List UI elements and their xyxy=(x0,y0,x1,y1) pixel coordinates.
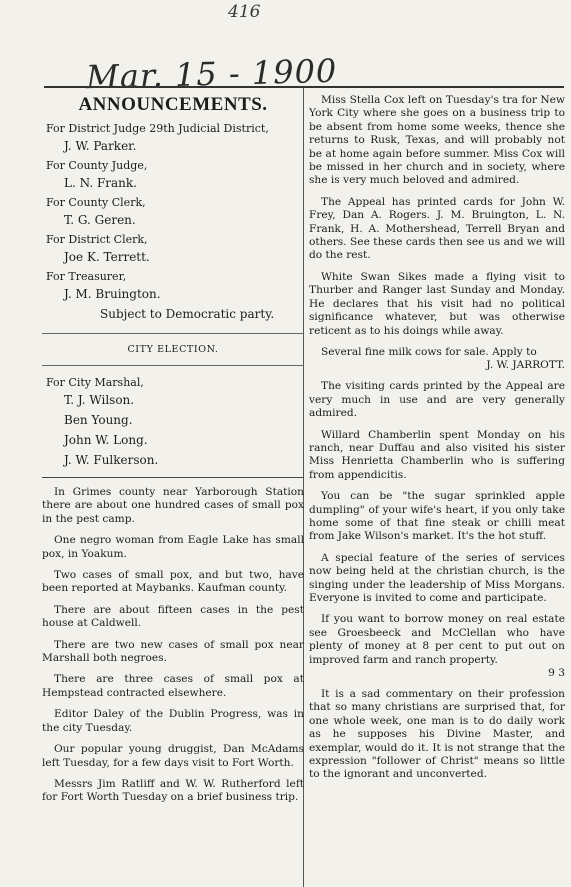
candidate-name: Joe K. Terrett. xyxy=(64,250,150,264)
item-signature: J. W. JARROTT. xyxy=(486,359,565,372)
news-item: Miss Stella Cox left on Tuesday's tra for New York City where she goes on a business trip to be absent from home some weeks, thence she returns to Rusk, Texas, and will probably not be at home again before summer. Miss Cox will be missed in her church and in society, where she is very much beloved and admired. xyxy=(309,94,565,187)
section-rule xyxy=(42,477,304,478)
city-office-label: For City Marshal, xyxy=(46,376,144,389)
news-item: There are three cases of small pox at Hempstead contracted elsewhere. xyxy=(42,673,304,699)
announcement-entry xyxy=(42,159,304,190)
section-rule xyxy=(42,333,304,334)
candidate-name: L. N. Frank. xyxy=(64,176,137,190)
section-rule xyxy=(42,365,304,366)
office-label: For District Clerk, xyxy=(46,233,148,246)
office-label: For County Clerk, xyxy=(46,196,146,209)
news-item: One negro woman from Eagle Lake has small pox, in Yoakum. xyxy=(42,534,304,560)
news-item: There are about fifteen cases in the pest house at Caldwell. xyxy=(42,603,304,630)
news-item: The visiting cards printed by the Appeal are very much in use and are very generally admired. xyxy=(309,380,565,420)
announcement-entry xyxy=(42,196,304,227)
news-item: There are two new cases of small pox near Marshall both negroes. xyxy=(42,638,304,665)
city-candidate: Ben Young. xyxy=(64,413,133,427)
office-label: For County Judge, xyxy=(46,159,148,172)
news-item: You can be "the sugar sprinkled apple dumpling" of your wife's heart, if you only take home some of that fine steak or chilli meat from Jake Wilson's market. It's the hot stuff. xyxy=(309,490,565,543)
left-column xyxy=(42,88,304,887)
news-item: In Grimes county near Yarborough Station there are about one hundred cases of small pox in the pest camp. xyxy=(42,486,304,525)
city-candidate: J. W. Fulkerson. xyxy=(64,453,159,467)
news-item: The Appeal has printed cards for John W. Frey, Dan A. Rogers. J. M. Bruington, L. N. Frank, H. A. Mothershead, Terrell Bryan and others. See these cards then see us and we will do the rest. xyxy=(309,195,565,262)
office-label: For District Judge 29th Judicial District, xyxy=(46,122,269,135)
page-number: 416 xyxy=(228,2,261,22)
news-item: If you want to borrow money on real estate see Groesbeeck and McClellan who have plenty of money at 8 per cent to put out on improved farm and ranch property. xyxy=(309,613,565,666)
office-label: For Treasurer, xyxy=(46,270,127,283)
news-item: Two cases of small pox, and but two, have been reported at Maybanks. Kaufman county. xyxy=(42,569,304,595)
announcement-entry xyxy=(42,270,304,301)
news-item: Our popular young druggist, Dan McAdams left Tuesday, for a few days visit to Fort Worth. xyxy=(42,743,304,769)
news-item: White Swan Sikes made a flying visit to Thurber and Ranger last Sunday and Monday. He declares that his visit had no political significance whatever, but was otherwise reticent as to his doings while away. xyxy=(309,270,565,337)
news-item: Several fine milk cows for sale. Apply to xyxy=(321,345,537,358)
news-item: Editor Daley of the Dublin Progress, was in the city Tuesday. xyxy=(42,708,304,734)
news-item: It is a sad commentary on their profession that so many christians are surprised that, for one whole week, one man is to do daily work as he supposes his Divine Master, and exemplar, would do it. It is not strange that the expression "follower of Christ" means so little to the ignorant and unconverted. xyxy=(309,688,565,781)
announcement-entry xyxy=(42,122,304,153)
right-column xyxy=(309,88,565,887)
candidate-name: J. W. Parker. xyxy=(64,139,137,153)
news-item: A special feature of the series of services now being held at the christian church, is the singing under the leadership of Miss Morgans. Everyone is invited to come and participate. xyxy=(309,551,565,604)
city-election-heading: CITY ELECTION. xyxy=(127,344,219,355)
announcements-title: ANNOUNCEMENTS. xyxy=(78,94,268,115)
item-signature: 9 3 xyxy=(548,667,565,680)
announcement-entry xyxy=(42,233,304,264)
news-item: Messrs Jim Ratliff and W. W. Rutherford left for Fort Worth Tuesday on a brief business trip. xyxy=(42,777,304,804)
city-candidate: T. J. Wilson. xyxy=(64,393,135,407)
subject-line: Subject to Democratic party. xyxy=(100,307,275,321)
candidate-name: J. M. Bruington. xyxy=(64,287,161,301)
city-candidate: John W. Long. xyxy=(64,433,148,447)
candidate-name: T. G. Geren. xyxy=(64,213,136,227)
news-item: Willard Chamberlin spent Monday on his ranch, near Duffau and also visited his sister Miss Henrietta Chamberlin who is suffering from appendicitis. xyxy=(309,428,565,481)
handwritten-date: Mar. 15 - 1900 xyxy=(85,51,338,97)
